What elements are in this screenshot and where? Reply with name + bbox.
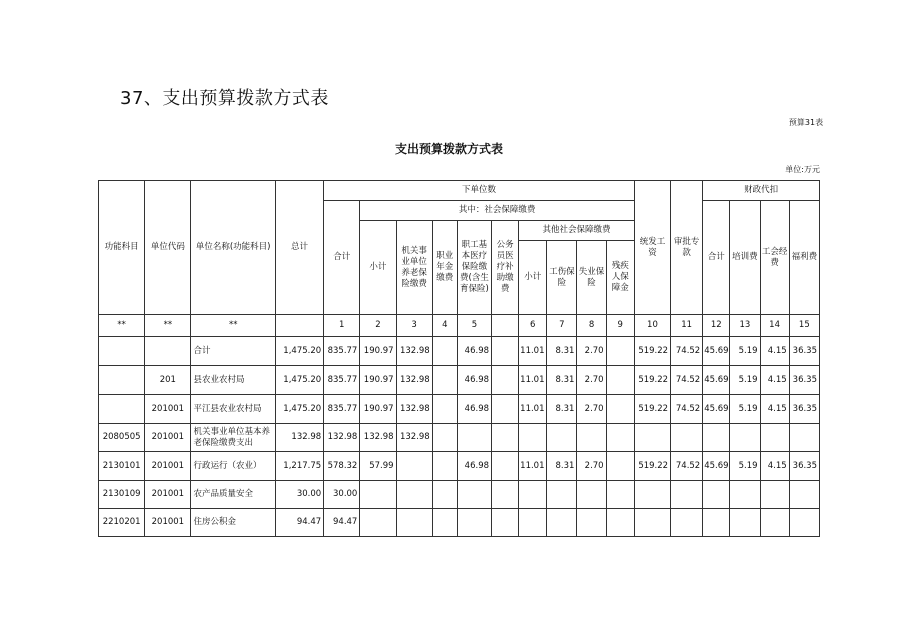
header-other-social: 其他社会保障缴费 [519,221,635,241]
header-medical: 职工基本医疗保险缴费(含生育保险) [457,221,491,315]
cell-amount: 519.22 [634,452,670,481]
cell-amount [789,481,819,509]
cell-amount [360,481,396,509]
cell-amount: 132.98 [396,395,432,424]
header-subtotal-total: 合计 [324,201,360,315]
cell-amount [432,366,457,395]
cell-amount: 519.22 [634,337,670,366]
cell-amount [547,481,577,509]
cell-amount [432,337,457,366]
cell-amount: 46.98 [457,452,491,481]
header-fd-total: 合计 [703,201,730,315]
cell-amount: 94.47 [275,509,323,537]
header-social-security: 其中：社会保障缴费 [360,201,635,221]
index-cell: 5 [457,315,491,337]
cell-amount [789,424,819,452]
index-cell: 8 [577,315,606,337]
cell-amount: 11.01 [519,452,547,481]
cell-amount [703,509,730,537]
cell-amount: 1,475.20 [275,395,323,424]
cell-unit-code: 201001 [145,481,191,509]
cell-amount: 45.69 [703,452,730,481]
cell-amount [760,481,789,509]
cell-amount: 30.00 [275,481,323,509]
cell-amount [577,424,606,452]
cell-amount: 835.77 [324,395,360,424]
cell-amount: 46.98 [457,366,491,395]
cell-amount [606,395,634,424]
cell-amount [396,452,432,481]
index-cell: 9 [606,315,634,337]
cell-amount: 519.22 [634,366,670,395]
cell-amount: 74.52 [671,366,703,395]
cell-func-code: 2130101 [99,452,145,481]
unit-label: 单位:万元 [785,165,820,174]
cell-unit-code: 201001 [145,395,191,424]
cell-amount: 1,217.75 [275,452,323,481]
cell-amount [432,424,457,452]
cell-amount [789,509,819,537]
cell-amount: 36.35 [789,452,819,481]
cell-amount [634,509,670,537]
table-title: 支出预算拨款方式表 [394,142,503,156]
cell-unit-name: 住房公积金 [191,509,275,537]
cell-amount [457,509,491,537]
cell-amount: 45.69 [703,337,730,366]
cell-amount: 45.69 [703,366,730,395]
cell-amount: 2.70 [577,395,606,424]
header-civil-medical: 公务员医疗补助缴费 [492,221,519,315]
cell-func-code: 2080505 [99,424,145,452]
cell-func-code [99,337,145,366]
cell-amount: 4.15 [760,395,789,424]
cell-amount: 5.19 [730,337,760,366]
cell-func-code [99,395,145,424]
cell-amount: 519.22 [634,395,670,424]
index-cell: 3 [396,315,432,337]
cell-amount [432,509,457,537]
cell-amount: 5.19 [730,366,760,395]
cell-amount [606,509,634,537]
cell-amount [360,509,396,537]
cell-amount: 46.98 [457,395,491,424]
cell-amount [703,424,730,452]
cell-amount: 11.01 [519,395,547,424]
table-row [99,395,820,424]
cell-amount: 36.35 [789,337,819,366]
cell-amount: 36.35 [789,366,819,395]
cell-unit-code: 201 [145,366,191,395]
index-cell: 1 [324,315,360,337]
cell-amount: 132.98 [324,424,360,452]
cell-amount: 8.31 [547,366,577,395]
table-row [99,452,820,481]
cell-amount [606,366,634,395]
cell-amount [492,452,519,481]
budget-table [98,180,820,537]
cell-amount: 36.35 [789,395,819,424]
cell-amount: 94.47 [324,509,360,537]
cell-unit-name: 机关事业单位基本养老保险缴费支出 [191,424,275,452]
index-cell: 12 [703,315,730,337]
header-unified-salary: 统发工资 [634,181,670,315]
cell-amount [703,481,730,509]
cell-amount: 8.31 [547,337,577,366]
table-row [99,481,820,509]
cell-unit-code: 201001 [145,452,191,481]
cell-amount: 8.31 [547,395,577,424]
cell-func-code [99,366,145,395]
header-unit-code: 单位代码 [145,181,191,315]
cell-func-code: 2210201 [99,509,145,537]
cell-amount [492,337,519,366]
table-row [99,424,820,452]
form-number: 预算31表 [788,118,824,127]
header-training: 培训费 [730,201,760,315]
cell-amount [492,366,519,395]
cell-amount [671,424,703,452]
index-cell [275,315,323,337]
cell-amount: 11.01 [519,366,547,395]
cell-amount [492,424,519,452]
index-cell: 11 [671,315,703,337]
header-injury: 工伤保险 [547,241,577,315]
cell-amount [730,424,760,452]
cell-amount: 1,475.20 [275,337,323,366]
cell-unit-name: 农产品质量安全 [191,481,275,509]
cell-unit-code [145,337,191,366]
cell-amount [634,481,670,509]
cell-amount [730,481,760,509]
index-row [99,315,820,337]
cell-amount: 57.99 [360,452,396,481]
cell-amount [432,395,457,424]
cell-unit-name: 合计 [191,337,275,366]
header-ss-subtotal: 小计 [360,221,396,315]
index-cell: 6 [519,315,547,337]
header-finance-deduct: 财政代扣 [703,181,820,201]
cell-amount [519,424,547,452]
cell-amount [730,509,760,537]
header-welfare: 福利费 [789,201,819,315]
cell-amount [606,452,634,481]
cell-amount: 190.97 [360,337,396,366]
cell-amount [671,509,703,537]
cell-unit-name: 平江县农业农村局 [191,395,275,424]
cell-amount [760,509,789,537]
cell-amount: 4.15 [760,452,789,481]
index-cell: 13 [730,315,760,337]
index-cell: ** [191,315,275,337]
cell-amount: 30.00 [324,481,360,509]
cell-amount: 132.98 [360,424,396,452]
cell-amount: 8.31 [547,452,577,481]
cell-amount: 132.98 [396,337,432,366]
cell-amount: 4.15 [760,366,789,395]
cell-amount [492,395,519,424]
cell-amount: 835.77 [324,337,360,366]
cell-amount [457,481,491,509]
cell-amount [519,481,547,509]
header-unemployment: 失业保险 [577,241,606,315]
header-total: 总计 [275,181,323,315]
index-cell: 14 [760,315,789,337]
cell-amount [432,481,457,509]
cell-amount: 11.01 [519,337,547,366]
cell-amount [606,481,634,509]
cell-amount: 132.98 [275,424,323,452]
cell-amount [606,337,634,366]
table-row [99,366,820,395]
cell-amount: 190.97 [360,366,396,395]
cell-amount: 2.70 [577,452,606,481]
table-row [99,337,820,366]
cell-amount [492,509,519,537]
cell-func-code: 2130109 [99,481,145,509]
index-cell: 15 [789,315,819,337]
header-unit-name: 单位名称(功能科目) [191,181,275,315]
cell-unit-code: 201001 [145,509,191,537]
index-cell: ** [99,315,145,337]
cell-amount: 1,475.20 [275,366,323,395]
index-cell: 4 [432,315,457,337]
table-row [99,509,820,537]
cell-amount [577,509,606,537]
header-union: 工会经费 [760,201,789,315]
header-other-subtotal: 小计 [519,241,547,315]
cell-amount [519,509,547,537]
cell-amount: 45.69 [703,395,730,424]
cell-amount [396,481,432,509]
header-approved-special: 审批专款 [671,181,703,315]
header-lower-unit: 下单位数 [324,181,635,201]
cell-amount [432,452,457,481]
cell-amount: 2.70 [577,337,606,366]
cell-amount [671,481,703,509]
index-cell: 2 [360,315,396,337]
cell-amount [547,424,577,452]
cell-unit-name: 行政运行（农业） [191,452,275,481]
cell-unit-code: 201001 [145,424,191,452]
cell-amount: 4.15 [760,337,789,366]
cell-amount [606,424,634,452]
cell-amount: 132.98 [396,366,432,395]
cell-amount: 74.52 [671,395,703,424]
cell-amount [634,424,670,452]
page-heading: 37、支出预算拨款方式表 [120,88,329,109]
index-cell: 10 [634,315,670,337]
header-func-code: 功能科目 [99,181,145,315]
cell-amount [760,424,789,452]
cell-amount: 46.98 [457,337,491,366]
index-cell [492,315,519,337]
cell-amount [457,424,491,452]
cell-amount: 578.32 [324,452,360,481]
header-annuity: 职业年金缴费 [432,221,457,315]
cell-amount [577,481,606,509]
cell-amount: 835.77 [324,366,360,395]
cell-amount [547,509,577,537]
index-cell: ** [145,315,191,337]
index-cell: 7 [547,315,577,337]
cell-amount: 190.97 [360,395,396,424]
cell-amount: 74.52 [671,337,703,366]
cell-amount: 5.19 [730,452,760,481]
cell-amount [396,509,432,537]
cell-amount: 5.19 [730,395,760,424]
cell-amount [492,481,519,509]
cell-amount: 132.98 [396,424,432,452]
header-pension: 机关事业单位养老保险缴费 [396,221,432,315]
header-disability: 残疾人保障金 [606,241,634,315]
cell-amount: 74.52 [671,452,703,481]
cell-amount: 2.70 [577,366,606,395]
cell-unit-name: 县农业农村局 [191,366,275,395]
